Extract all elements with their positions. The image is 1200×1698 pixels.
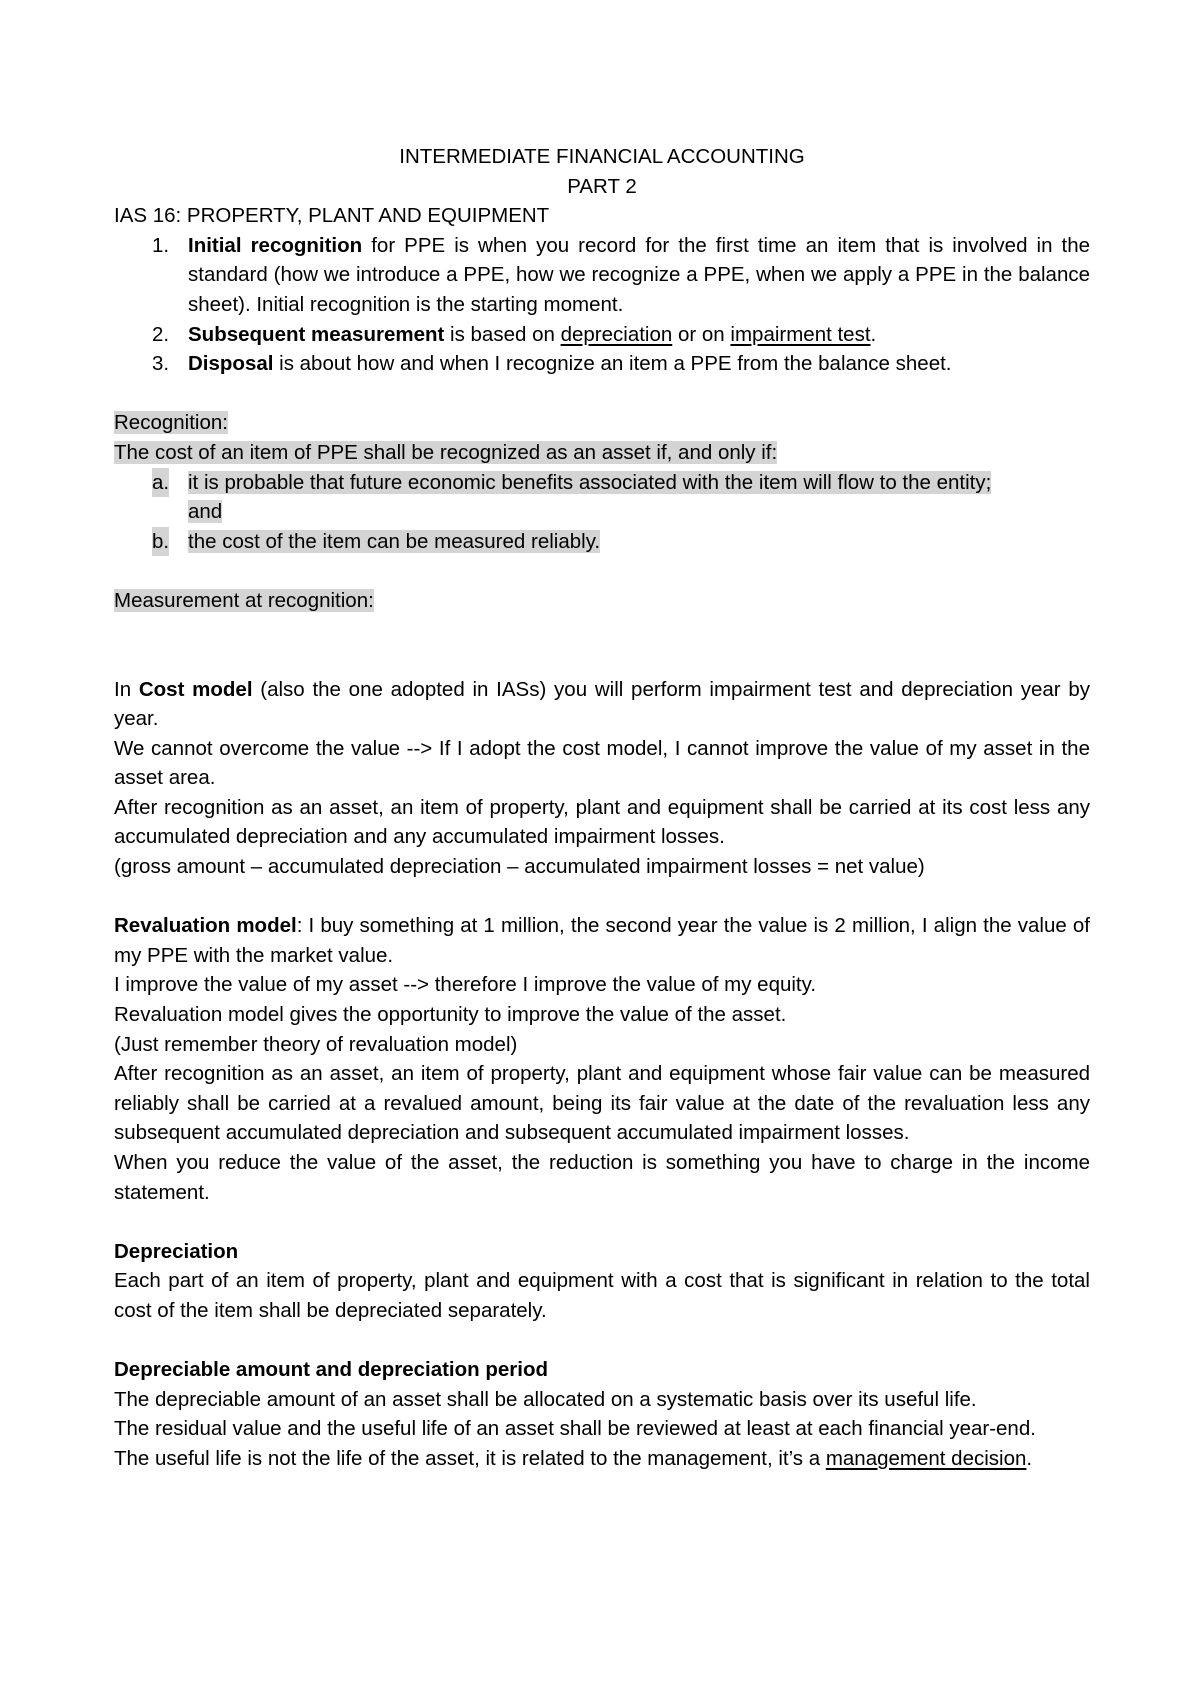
recognition-intro: The cost of an item of PPE shall be recognized as an asset if, and only if:: [114, 440, 778, 464]
paragraph: When you reduce the value of the asset, the reduction is something you have to charge in the income statement.: [114, 1151, 1090, 1204]
term-disposal: Disposal: [188, 352, 274, 376]
useful-life-paragraph: The useful life is not the life of the asset, it is related to the management, it’s a management decision.: [114, 1446, 1033, 1470]
list-item-text: the cost of the item can be measured reliably.: [188, 529, 601, 553]
paragraph: The residual value and the useful life of an asset shall be reviewed at least at each financial year-end.: [114, 1417, 1036, 1441]
list-item-continuation: and: [188, 500, 223, 524]
measurement-heading: Measurement at recognition:: [114, 588, 374, 612]
term-impairment-test: impairment test: [730, 322, 871, 346]
list-number: 1.: [152, 233, 170, 257]
list-item-text: for PPE is when you record for the first time an item that is involved in the standard (how we introduce a PPE, how we recognize a PPE, when we apply a PPE in the balance sheet). Initial recognition is the starting moment.: [188, 233, 1091, 316]
document-body: [114, 142, 1090, 1474]
paragraph: After recognition as an asset, an item of property, plant and equipment shall be carried at its cost less any accumulated depreciation and any accumulated impairment losses.: [114, 795, 1090, 849]
list-letter: b.: [152, 527, 169, 557]
paragraph: After recognition as an asset, an item of property, plant and equipment whose fair value can be measured reliably shall be carried at a revalued amount, being its fair value at the date of the revaluation less any subsequent accumulated depreciation and subsequent accumulated impairment losses.: [114, 1062, 1090, 1145]
list-item: [114, 349, 1090, 379]
cost-model-paragraph: In Cost model (also the one adopted in IASs) you will perform impairment test and depreciation year by year.: [114, 677, 1090, 731]
document-subtitle: PART 2: [567, 174, 637, 198]
term-depreciation: depreciation: [560, 322, 673, 346]
paragraph: Revaluation model gives the opportunity to improve the value of the asset.: [114, 1003, 787, 1027]
list-number: 3.: [152, 352, 170, 376]
paragraph: We cannot overcome the value --> If I adopt the cost model, I cannot improve the value of my asset in the asset area.: [114, 736, 1090, 790]
recognition-list: [114, 468, 1090, 557]
depreciation-heading: Depreciation: [114, 1239, 239, 1263]
list-item: [114, 231, 1090, 320]
document-title: INTERMEDIATE FINANCIAL ACCOUNTING: [399, 145, 805, 168]
paragraph: Each part of an item of property, plant and equipment with a cost that is significant in relation to the total cost of the item shall be depreciated separately.: [114, 1269, 1090, 1322]
term-revaluation-model: Revaluation model: [114, 914, 297, 938]
revaluation-model-paragraph: Revaluation model: I buy something at 1 million, the second year the value is 2 million, I align the value of my PPE with the market value.: [114, 914, 1090, 967]
section-heading: IAS 16: PROPERTY, PLANT AND EQUIPMENT: [114, 204, 550, 228]
term-management-decision: management decision: [825, 1446, 1027, 1470]
paragraph: I improve the value of my asset --> therefore I improve the value of my equity.: [114, 973, 817, 997]
list-item: [114, 527, 1090, 557]
list-item-text: it is probable that future economic benefits associated with the item will flow to the entity;: [188, 470, 992, 494]
list-number: 2.: [152, 322, 170, 346]
list-item: [114, 468, 1090, 498]
term-initial-recognition: Initial recognition: [188, 233, 363, 257]
overview-list: [114, 231, 1090, 379]
term-subsequent-measurement: Subsequent measurement: [188, 322, 445, 346]
list-item: 2. Subsequent measurement is based on depreciation or on impairment test.: [114, 320, 1090, 350]
depreciable-amount-heading: Depreciable amount and depreciation period: [114, 1358, 549, 1382]
paragraph: (Just remember theory of revaluation model): [114, 1032, 518, 1056]
paragraph: (gross amount – accumulated depreciation – accumulated impairment losses = net value): [114, 855, 925, 879]
paragraph: The depreciable amount of an asset shall be allocated on a systematic basis over its useful life.: [114, 1387, 977, 1411]
term-cost-model: Cost model: [138, 677, 253, 701]
list-item-text: is about how and when I recognize an item a PPE from the balance sheet.: [273, 352, 952, 376]
list-letter: a.: [152, 468, 169, 498]
recognition-heading: Recognition:: [114, 411, 228, 435]
